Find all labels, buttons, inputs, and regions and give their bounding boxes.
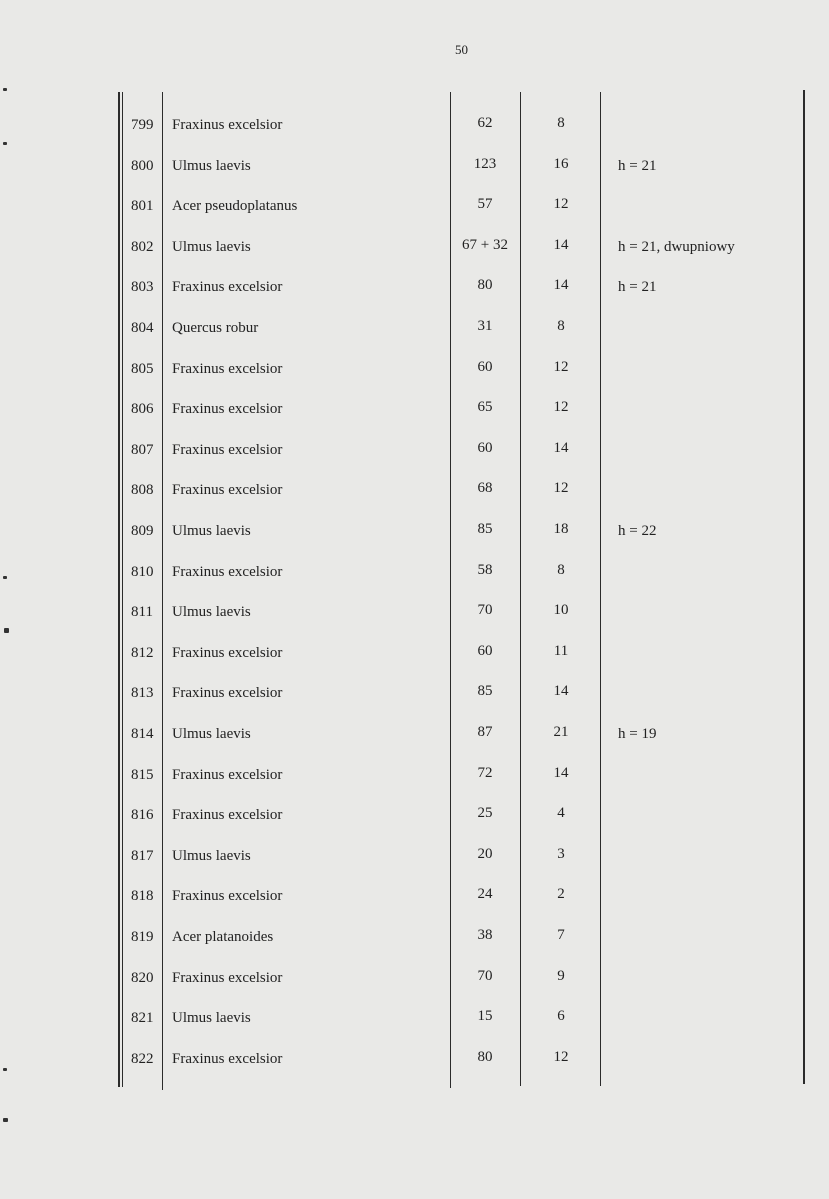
diameter-value: 87 — [477, 724, 493, 740]
diameter-value: 62 — [477, 115, 493, 131]
height-value: 8 — [557, 561, 565, 578]
page-number: 50 — [455, 42, 468, 57]
species-name: Fraxinus excelsior — [172, 685, 283, 702]
table-row — [0, 805, 829, 845]
height-value: 7 — [557, 927, 565, 943]
diameter-value: 80 — [477, 277, 493, 294]
tree-number: 808 — [131, 482, 154, 499]
tree-number: 822 — [131, 1050, 154, 1067]
tree-number: 812 — [131, 644, 154, 661]
tree-number: 806 — [131, 401, 154, 418]
height-value: 6 — [557, 1008, 565, 1025]
diameter-value: 60 — [477, 642, 493, 659]
tree-number: 804 — [131, 320, 154, 336]
diameter-value: 24 — [477, 886, 493, 903]
height-value: 11 — [553, 642, 569, 659]
tree-number: 819 — [131, 929, 154, 945]
diameter-value: 80 — [477, 1048, 493, 1065]
height-value: 8 — [557, 115, 565, 131]
height-value: 14 — [553, 439, 569, 456]
height-value: 14 — [553, 236, 569, 253]
table-row — [0, 440, 829, 480]
table-row — [0, 156, 829, 196]
height-value: 16 — [553, 155, 569, 172]
diameter-value: 38 — [477, 927, 493, 943]
table-row — [0, 643, 829, 683]
species-name: Fraxinus excelsior — [172, 644, 283, 661]
species-name: Fraxinus excelsior — [172, 401, 283, 418]
species-name: Fraxinus excelsior — [172, 279, 283, 296]
diameter-value: 58 — [477, 561, 493, 578]
tree-number: 817 — [131, 847, 154, 864]
species-name: Fraxinus excelsior — [172, 563, 283, 580]
species-name: Fraxinus excelsior — [172, 888, 283, 905]
height-value: 14 — [553, 764, 569, 781]
scan-speck — [4, 628, 9, 633]
diameter-value: 70 — [477, 602, 493, 619]
tree-number: 810 — [131, 563, 154, 580]
species-name: Ulmus laevis — [172, 523, 251, 539]
height-value: 14 — [553, 277, 569, 294]
diameter-value: 20 — [477, 845, 493, 862]
diameter-value: 15 — [477, 1008, 493, 1025]
species-name: Fraxinus excelsior — [172, 441, 283, 458]
species-name: Fraxinus excelsior — [172, 117, 283, 133]
diameter-value: 60 — [477, 358, 493, 375]
table-row — [0, 237, 829, 277]
species-name: Ulmus laevis — [172, 726, 251, 742]
tree-number: 807 — [131, 441, 154, 458]
species-name: Ulmus laevis — [172, 238, 251, 255]
diameter-value: 70 — [477, 967, 493, 984]
tree-number: 816 — [131, 807, 154, 824]
diameter-value: 72 — [477, 764, 493, 781]
table-row — [0, 602, 829, 642]
table-row — [0, 277, 829, 317]
height-value: 9 — [557, 967, 565, 984]
height-value: 14 — [553, 683, 569, 700]
species-name: Fraxinus excelsior — [172, 807, 283, 824]
height-value: 12 — [553, 358, 569, 375]
diameter-value: 57 — [477, 196, 493, 213]
species-name: Fraxinus excelsior — [172, 482, 283, 499]
tree-number: 805 — [131, 360, 154, 377]
table-row — [0, 724, 829, 764]
tree-number: 799 — [131, 117, 154, 133]
scan-speck — [3, 142, 7, 145]
diameter-value: 85 — [477, 683, 493, 700]
note-text: h = 21 — [618, 279, 657, 296]
height-value: 12 — [553, 399, 569, 416]
height-value: 12 — [553, 480, 569, 497]
tree-number: 803 — [131, 279, 154, 296]
table-row — [0, 399, 829, 439]
species-name: Quercus robur — [172, 320, 259, 336]
table-row — [0, 115, 829, 155]
height-value: 12 — [553, 1048, 569, 1065]
table-row — [0, 886, 829, 926]
species-name: Ulmus laevis — [172, 157, 251, 174]
species-name: Acer pseudoplatanus — [172, 198, 298, 215]
height-value: 4 — [557, 805, 565, 822]
diameter-value: 85 — [477, 521, 493, 537]
diameter-value: 31 — [477, 318, 493, 334]
species-name: Fraxinus excelsior — [172, 360, 283, 377]
tree-number: 813 — [131, 685, 154, 702]
species-name: Ulmus laevis — [172, 1010, 251, 1027]
diameter-value: 60 — [477, 439, 493, 456]
note-text: h = 22 — [618, 523, 657, 539]
tree-number: 821 — [131, 1010, 154, 1027]
tree-number: 800 — [131, 157, 154, 174]
tree-number: 809 — [131, 523, 154, 539]
tree-number: 801 — [131, 198, 154, 215]
note-text: h = 21, dwupniowy — [618, 238, 735, 255]
height-value: 3 — [557, 845, 565, 862]
height-value: 10 — [553, 602, 569, 619]
height-value: 2 — [557, 886, 565, 903]
species-name: Ulmus laevis — [172, 847, 251, 864]
note-text: h = 19 — [618, 726, 657, 742]
tree-number: 820 — [131, 969, 154, 986]
scan-speck — [3, 1068, 7, 1071]
diameter-value: 123 — [473, 155, 497, 172]
scan-speck — [3, 1118, 8, 1122]
table-row — [0, 683, 829, 723]
table-row — [0, 846, 829, 886]
species-name: Fraxinus excelsior — [172, 766, 283, 783]
height-value: 21 — [553, 724, 569, 740]
tree-number: 802 — [131, 238, 154, 255]
diameter-value: 67 + 32 — [462, 236, 508, 253]
species-name: Fraxinus excelsior — [172, 969, 283, 986]
diameter-value: 65 — [477, 399, 493, 416]
tree-number: 811 — [131, 604, 153, 621]
tree-number: 814 — [131, 726, 154, 742]
height-value: 12 — [553, 196, 569, 213]
table-row — [0, 359, 829, 399]
table-row — [0, 318, 829, 358]
species-name: Ulmus laevis — [172, 604, 251, 621]
table-row — [0, 1008, 829, 1048]
species-name: Acer platanoides — [172, 929, 274, 945]
diameter-value: 68 — [477, 480, 493, 497]
table-row — [0, 562, 829, 602]
scan-speck — [3, 88, 7, 91]
height-value: 8 — [557, 318, 565, 334]
species-name: Fraxinus excelsior — [172, 1050, 283, 1067]
tree-number: 815 — [131, 766, 154, 783]
diameter-value: 25 — [477, 805, 493, 822]
table-row — [0, 196, 829, 236]
table-row — [0, 968, 829, 1008]
tree-number: 818 — [131, 888, 154, 905]
scan-speck — [3, 576, 7, 579]
table-row — [0, 521, 829, 561]
table-row — [0, 480, 829, 520]
table-row — [0, 1049, 829, 1089]
table-row — [0, 765, 829, 805]
height-value: 18 — [553, 521, 569, 537]
table-row — [0, 927, 829, 967]
note-text: h = 21 — [618, 157, 657, 174]
